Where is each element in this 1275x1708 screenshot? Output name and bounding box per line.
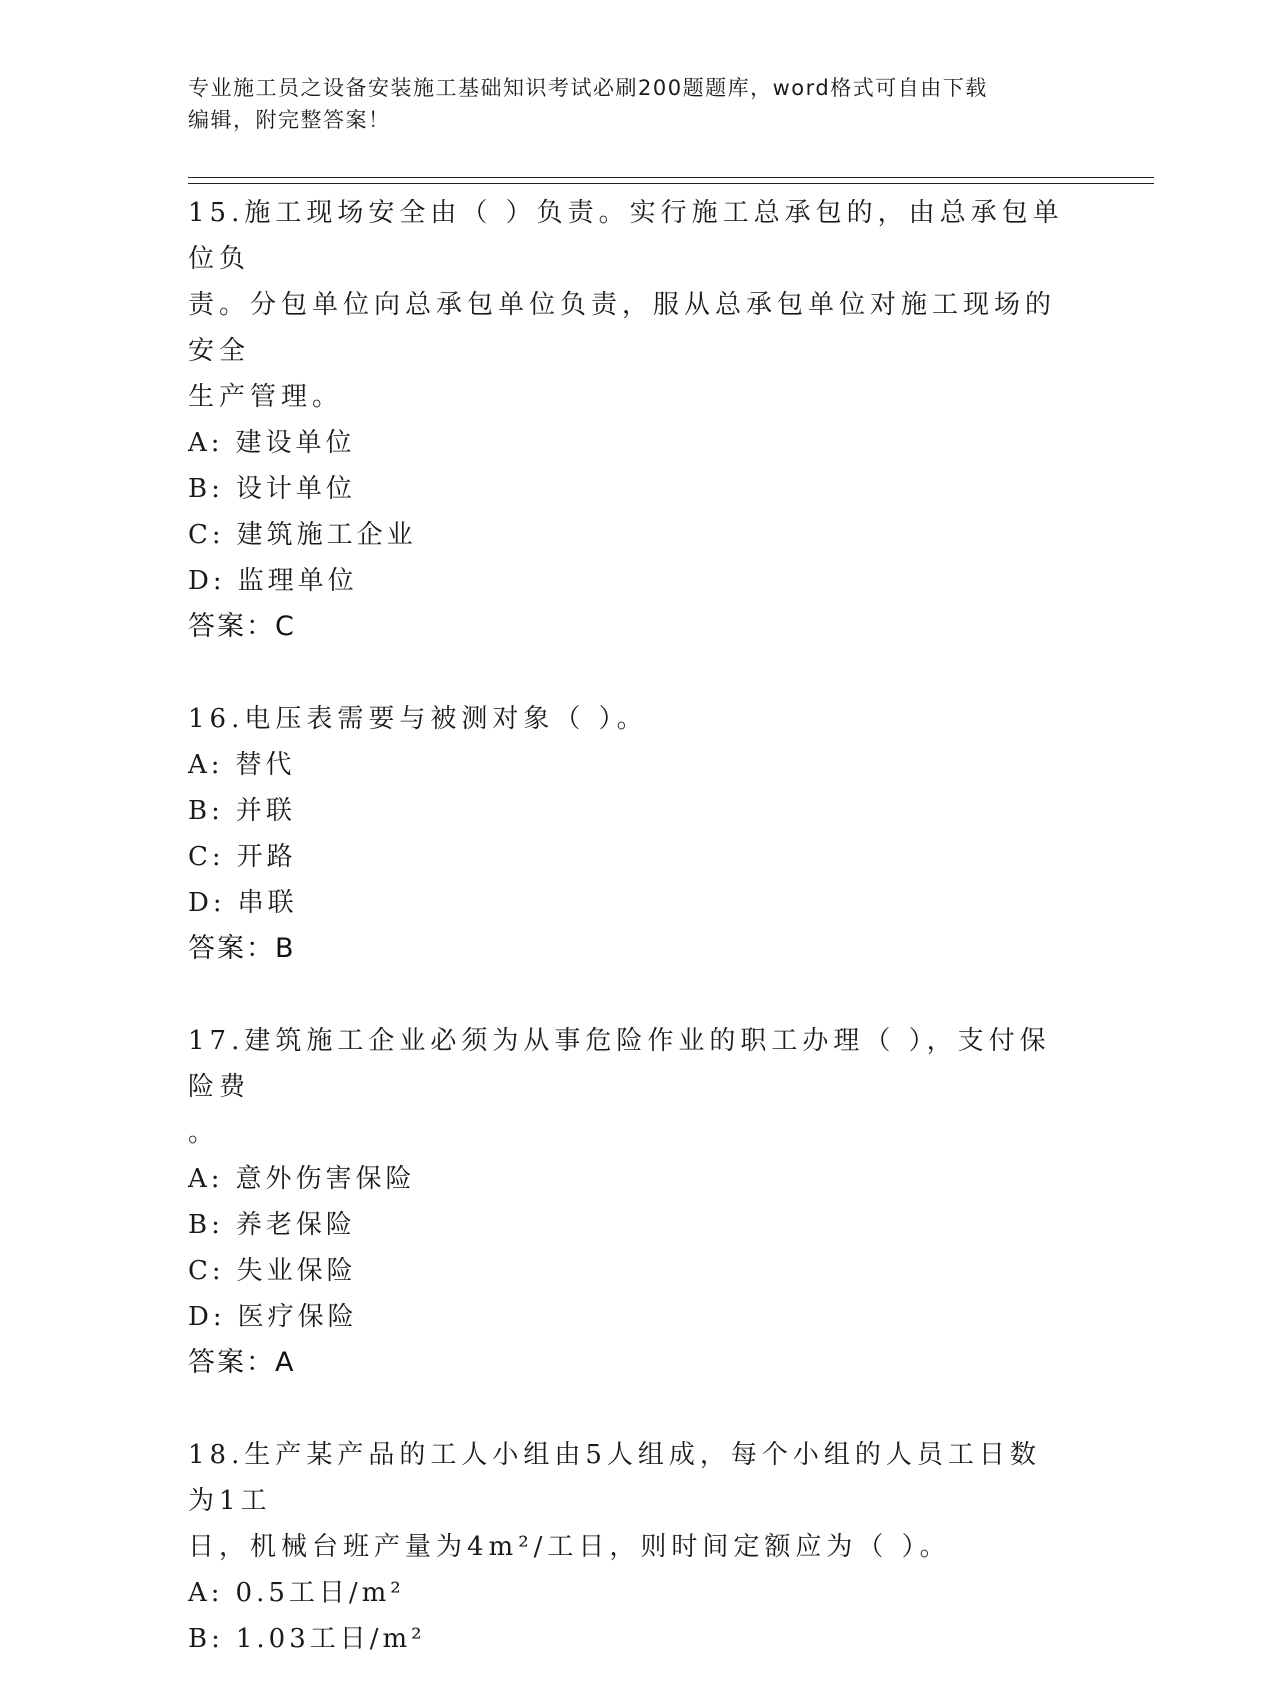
option-key: A: bbox=[188, 1578, 224, 1608]
option-text: 医疗保险 bbox=[237, 1302, 358, 1332]
option-key: B: bbox=[188, 474, 224, 504]
option-b bbox=[188, 1616, 1068, 1662]
option-text: 串联 bbox=[237, 888, 298, 918]
option-b bbox=[188, 1202, 1068, 1248]
question-15 bbox=[188, 190, 1068, 650]
option-text: 建筑施工企业 bbox=[236, 520, 417, 550]
question-stem-line: 责。分包单位向总承包单位负责，服从总承包单位对施工现场的安全 bbox=[188, 290, 1057, 366]
option-c bbox=[188, 512, 1068, 558]
option-d bbox=[188, 1294, 1068, 1340]
option-b bbox=[188, 788, 1068, 834]
option-text: 监理单位 bbox=[237, 566, 358, 596]
option-key: B: bbox=[188, 1210, 224, 1240]
option-text: 0.5工日/m² bbox=[235, 1578, 405, 1608]
option-text: 失业保险 bbox=[236, 1256, 357, 1286]
question-stem-line: 17.建筑施工企业必须为从事危险作业的职工办理（ ），支付保险费 bbox=[188, 1026, 1051, 1102]
option-text: 并联 bbox=[235, 796, 296, 826]
question-list bbox=[188, 190, 1068, 1708]
question-stem-line: 16.电压表需要与被测对象（ ）。 bbox=[188, 704, 648, 734]
question-17 bbox=[188, 1018, 1068, 1386]
option-text: 养老保险 bbox=[235, 1210, 356, 1240]
option-key: B: bbox=[188, 1624, 224, 1654]
option-d bbox=[188, 880, 1068, 926]
option-text: 1.03工日/m² bbox=[235, 1624, 426, 1654]
option-text: 开路 bbox=[236, 842, 297, 872]
option-key: A: bbox=[188, 1164, 224, 1194]
question-18 bbox=[188, 1432, 1068, 1662]
question-16 bbox=[188, 696, 1068, 972]
question-stem-line: 18.生产某产品的工人小组由5人组成，每个小组的人员工日数为1工 bbox=[188, 1440, 1041, 1516]
option-key: D: bbox=[188, 888, 226, 918]
option-a bbox=[188, 420, 1068, 466]
option-key: D: bbox=[188, 566, 226, 596]
option-text: 设计单位 bbox=[235, 474, 356, 504]
option-c bbox=[188, 1248, 1068, 1294]
question-stem-line: 。 bbox=[188, 1118, 220, 1148]
question-stem-line: 生产管理。 bbox=[188, 382, 344, 412]
answer-line: 答案：C bbox=[188, 611, 296, 642]
option-a bbox=[188, 1570, 1068, 1616]
option-text: 意外伤害保险 bbox=[235, 1164, 416, 1194]
option-b bbox=[188, 466, 1068, 512]
option-key: D: bbox=[188, 1302, 226, 1332]
header-title-line-2: 编辑，附完整答案！ bbox=[188, 108, 391, 132]
header-title-line-1: 专业施工员之设备安装施工基础知识考试必刷200题题库，word格式可自由下载 bbox=[188, 76, 988, 100]
option-a bbox=[188, 1156, 1068, 1202]
option-key: B: bbox=[188, 796, 224, 826]
option-key: C: bbox=[188, 842, 225, 872]
header-divider-bottom bbox=[188, 183, 1154, 184]
option-text: 替代 bbox=[235, 750, 296, 780]
option-key: A: bbox=[188, 428, 224, 458]
header-divider-top bbox=[188, 177, 1154, 178]
question-stem-line: 日，机械台班产量为4m²/工日，则时间定额应为（ ）。 bbox=[188, 1532, 951, 1562]
answer-line: 答案：A bbox=[188, 1347, 296, 1378]
option-d bbox=[188, 558, 1068, 604]
option-key: A: bbox=[188, 750, 224, 780]
option-c bbox=[188, 834, 1068, 880]
document-header bbox=[188, 72, 1068, 136]
option-key: C: bbox=[188, 520, 225, 550]
question-stem-line: 15.施工现场安全由（ ）负责。实行施工总承包的，由总承包单位负 bbox=[188, 198, 1064, 274]
option-key: C: bbox=[188, 1256, 225, 1286]
answer-line: 答案：B bbox=[188, 933, 296, 964]
option-text: 建设单位 bbox=[235, 428, 356, 458]
option-a bbox=[188, 742, 1068, 788]
